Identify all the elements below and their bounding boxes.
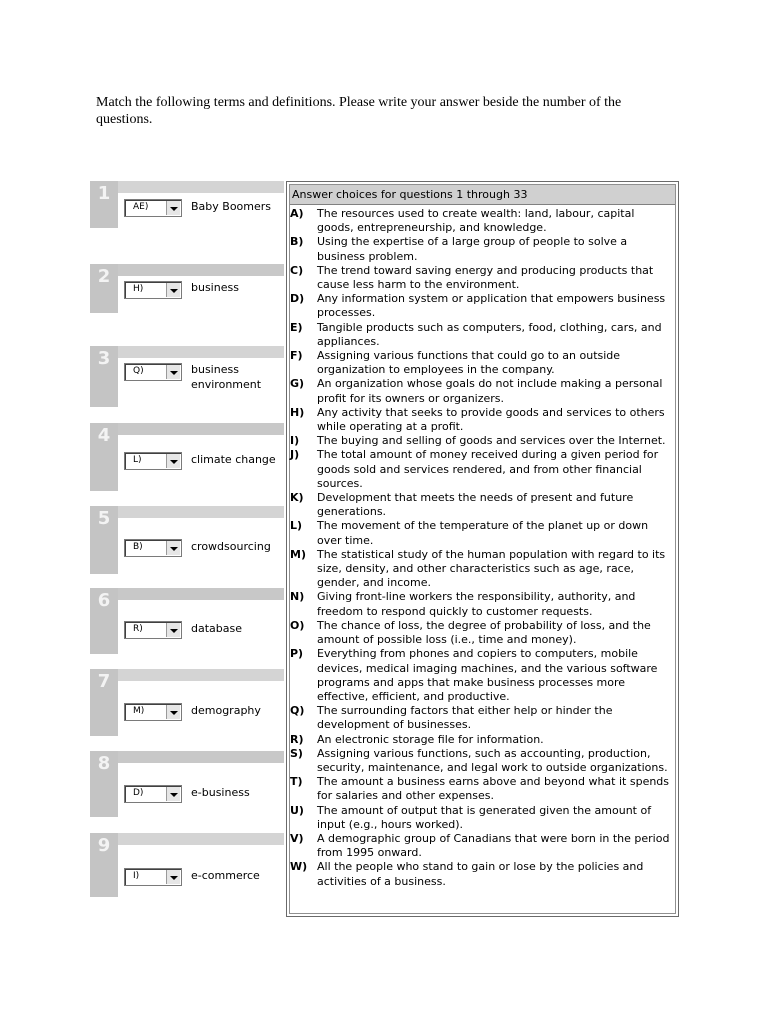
answer-select-8[interactable] xyxy=(124,785,182,803)
answer-letter: U) xyxy=(290,803,304,817)
answer-choice xyxy=(290,733,675,747)
answer-text: The buying and selling of goods and services over the Internet. xyxy=(317,434,666,448)
answer-text: All the people who stand to gain or lose by the policies and activities of a business. xyxy=(317,860,644,888)
selected-value: L) xyxy=(133,455,142,465)
chevron-down-icon[interactable] xyxy=(166,454,180,468)
chevron-down-icon[interactable] xyxy=(166,201,180,215)
answer-text: An organization whose goals do not include making a personal profit for its owners or organizers. xyxy=(317,377,663,405)
answer-letter: P) xyxy=(290,647,304,661)
answer-choice xyxy=(290,590,675,618)
question-row-1 xyxy=(90,181,284,228)
answer-select-4[interactable] xyxy=(124,452,182,470)
answer-choice xyxy=(290,647,675,704)
question-row-8 xyxy=(90,751,284,817)
answer-text: Everything from phones and copiers to computers, mobile devices, medical imaging machines, and the various software programs and apps that make business processes more effective, efficient, and productive. xyxy=(317,647,658,703)
question-term: Baby Boomers xyxy=(191,200,272,213)
answer-letter: K) xyxy=(290,491,304,505)
answer-text: A demographic group of Canadians that were born in the period from 1995 onward. xyxy=(317,831,670,860)
question-number: 9 xyxy=(90,833,118,897)
chevron-down-icon[interactable] xyxy=(166,541,180,555)
answer-select-9[interactable] xyxy=(124,868,182,886)
answer-text: The amount of output that is generated given the amount of input (e.g., hours worked). xyxy=(317,803,652,831)
answer-text: Development that meets the needs of present and future generations. xyxy=(317,491,634,519)
question-term: e-business xyxy=(191,786,250,799)
answer-letter: V) xyxy=(290,831,304,845)
answer-select-5[interactable] xyxy=(124,539,182,557)
answer-choice xyxy=(290,491,675,519)
question-number: 6 xyxy=(90,588,118,654)
question-number: 3 xyxy=(90,346,118,407)
answer-choices-list xyxy=(290,205,675,889)
answer-select-3[interactable] xyxy=(124,363,182,381)
selected-value: Q) xyxy=(133,366,144,376)
question-number: 8 xyxy=(90,751,118,817)
answer-text: Giving front-line workers the responsibility, authority, and freedom to respond quickly to customer requests. xyxy=(317,590,636,618)
question-term: demography xyxy=(191,704,261,717)
question-number: 5 xyxy=(90,506,118,574)
answer-letter: J) xyxy=(290,448,300,462)
question-number: 4 xyxy=(90,423,118,491)
answer-text: The movement of the temperature of the planet up or down over time. xyxy=(317,519,649,547)
answer-letter: T) xyxy=(290,775,303,789)
question-term: business xyxy=(191,281,239,294)
question-term: crowdsourcing xyxy=(191,540,271,553)
chevron-down-icon[interactable] xyxy=(166,623,180,637)
answer-choice xyxy=(290,747,675,775)
question-column xyxy=(90,181,284,901)
answer-text: The surrounding factors that either help or hinder the development of businesses. xyxy=(317,704,613,732)
answer-letter: D) xyxy=(290,292,305,306)
answer-text: The resources used to create wealth: land, labour, capital goods, entrepreneurship, and knowledge. xyxy=(317,207,635,235)
selected-value: H) xyxy=(133,284,144,294)
question-term: e-commerce xyxy=(191,869,260,882)
answer-choice xyxy=(290,804,675,832)
chevron-down-icon[interactable] xyxy=(166,870,180,884)
selected-value: R) xyxy=(133,624,143,634)
answer-text: The amount a business earns above and beyond what it spends for salaries and other expenses. xyxy=(317,775,670,803)
question-number: 1 xyxy=(90,181,118,228)
question-row-5 xyxy=(90,506,284,574)
answer-text: Assigning various functions, such as accounting, production, security, maintenance, and legal work to outside organizations. xyxy=(317,746,668,774)
chevron-down-icon[interactable] xyxy=(166,283,180,297)
answer-choice xyxy=(290,406,675,434)
answer-letter: H) xyxy=(290,405,305,419)
answer-choice xyxy=(290,264,675,292)
answer-letter: M) xyxy=(290,547,306,561)
answer-choice xyxy=(290,548,675,591)
answer-choice xyxy=(290,860,675,888)
answer-choice xyxy=(290,321,675,349)
question-row-4 xyxy=(90,423,284,491)
selected-value: B) xyxy=(133,542,143,552)
answer-choice xyxy=(290,832,675,860)
question-term: climate change xyxy=(191,453,276,466)
answer-text: The trend toward saving energy and producing products that cause less harm to the environment. xyxy=(317,263,654,292)
selected-value: I) xyxy=(133,871,140,881)
chevron-down-icon[interactable] xyxy=(166,705,180,719)
answer-choice xyxy=(290,434,675,448)
question-number: 7 xyxy=(90,669,118,736)
question-number: 2 xyxy=(90,264,118,313)
answer-select-2[interactable] xyxy=(124,281,182,299)
answer-text: An electronic storage file for information. xyxy=(317,732,544,746)
question-row-7 xyxy=(90,669,284,736)
question-term: database xyxy=(191,622,242,635)
answer-letter: I) xyxy=(290,434,300,448)
question-row-9 xyxy=(90,833,284,897)
instructions-text: Match the following terms and definitions. Please write your answer beside the number of the questions. xyxy=(96,95,622,127)
answer-choice xyxy=(290,704,675,732)
answer-letter: O) xyxy=(290,618,305,632)
answer-select-1[interactable] xyxy=(124,199,182,217)
question-row-2 xyxy=(90,264,284,313)
answer-text: Any information system or application that empowers business processes. xyxy=(317,292,666,320)
question-row-6 xyxy=(90,588,284,654)
answer-choice xyxy=(290,292,675,320)
answer-choice xyxy=(290,235,675,263)
answer-text: The statistical study of the human population with regard to its size, density, and other characteristics such as age, race, gender, and income. xyxy=(317,547,666,590)
answer-choice xyxy=(290,349,675,377)
answer-letter: Q) xyxy=(290,704,305,718)
answer-letter: E) xyxy=(290,320,303,334)
selected-value: D) xyxy=(133,788,144,798)
answer-text: Assigning various functions that could go to an outside organization to employees in the company. xyxy=(317,349,621,377)
answer-letter: L) xyxy=(290,519,303,533)
answer-choice xyxy=(290,519,675,547)
answer-text: Any activity that seeks to provide goods and services to others while operating at a profit. xyxy=(317,405,665,434)
question-row-3 xyxy=(90,346,284,407)
answer-text: Using the expertise of a large group of people to solve a business problem. xyxy=(317,235,628,263)
answer-letter: C) xyxy=(290,263,304,277)
answer-text: Tangible products such as computers, food, clothing, cars, and appliances. xyxy=(317,320,662,348)
answer-choice xyxy=(290,619,675,647)
answer-letter: G) xyxy=(290,377,305,391)
answer-text: The total amount of money received during a given period for goods sold and services rendered, and from other financial sources. xyxy=(317,448,659,490)
answer-letter: F) xyxy=(290,349,303,363)
question-term: business environment xyxy=(191,363,262,391)
chevron-down-icon[interactable] xyxy=(166,787,180,801)
selected-value: M) xyxy=(133,706,145,716)
answer-letter: W) xyxy=(290,860,308,874)
answer-choice xyxy=(290,377,675,405)
answer-select-6[interactable] xyxy=(124,621,182,639)
answer-text: The chance of loss, the degree of probability of loss, and the amount of possible loss (i.e., time and money). xyxy=(317,618,651,647)
answer-choices-panel xyxy=(286,181,679,917)
answer-letter: R) xyxy=(290,732,304,746)
selected-value: AE) xyxy=(133,202,149,212)
answer-letter: N) xyxy=(290,590,305,604)
answer-select-7[interactable] xyxy=(124,703,182,721)
answer-choice xyxy=(290,775,675,803)
answer-letter: B) xyxy=(290,235,304,249)
answer-choice xyxy=(290,207,675,235)
answer-letter: A) xyxy=(290,207,304,220)
answer-choice xyxy=(290,448,675,491)
chevron-down-icon[interactable] xyxy=(166,365,180,379)
answer-letter: S) xyxy=(290,746,303,760)
answer-choices-header: Answer choices for questions 1 through 33 xyxy=(290,185,675,205)
